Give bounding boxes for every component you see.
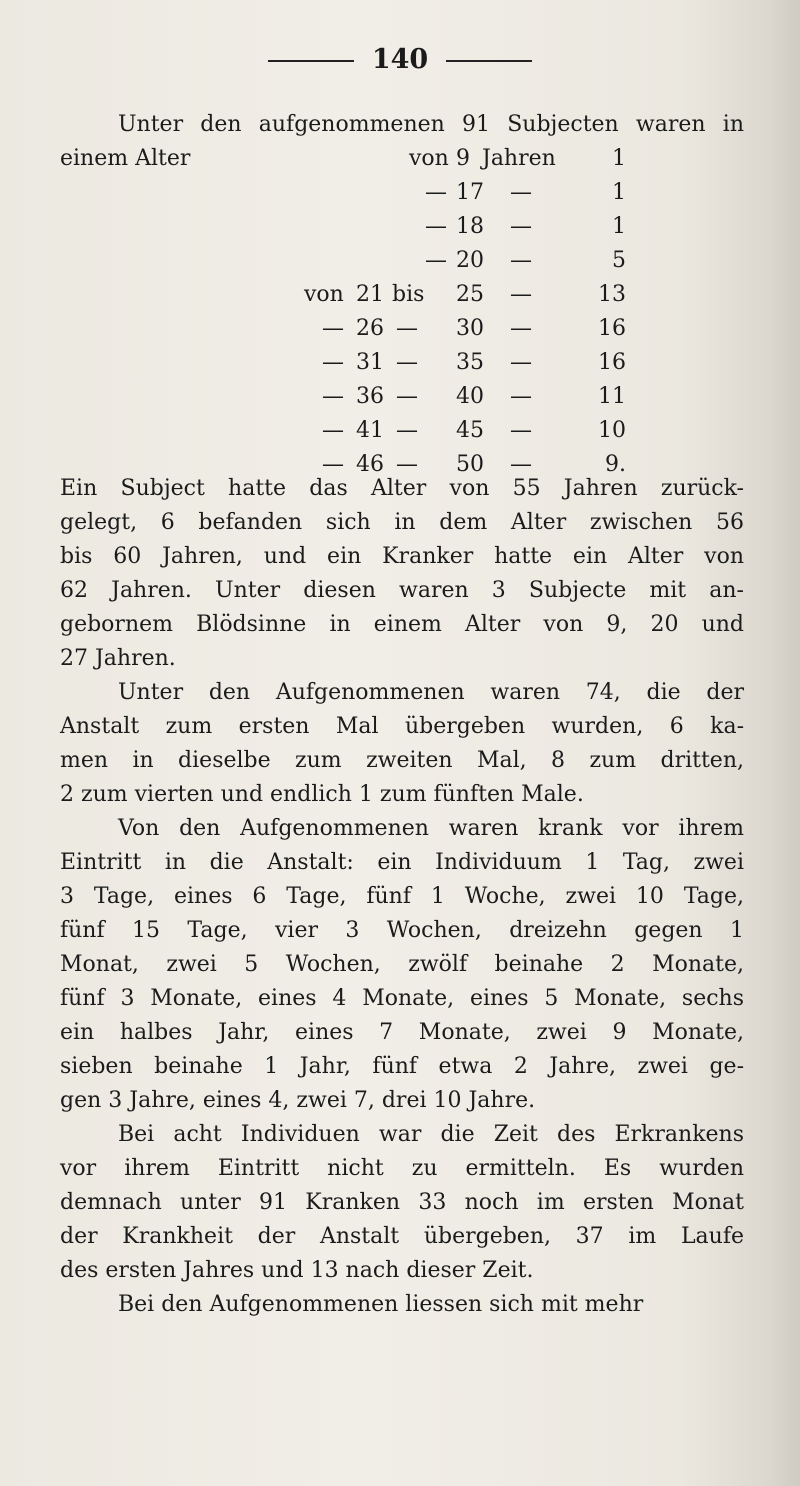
text-line: Bei den Aufgenommenen liessen sich mit mehr	[118, 1292, 644, 1317]
age-row-from: 31	[356, 350, 384, 375]
age-row-to: 30	[456, 316, 484, 341]
age-row-from: 26	[356, 316, 384, 341]
age-row-to: 40	[456, 384, 484, 409]
age-row-dash: —	[510, 418, 532, 443]
header-rule-right	[446, 60, 532, 62]
age-row-count: 16	[598, 316, 626, 341]
paragraph-3	[60, 812, 744, 1118]
page-header	[0, 44, 800, 75]
text-line: Unter den Aufgenommenen waren 74, die der	[118, 680, 744, 705]
age-row-from: 21	[356, 282, 384, 307]
age-row-dash: —	[322, 384, 344, 409]
text-line: Monat, zwei 5 Wochen, zwölf beinahe 2 Monate,	[60, 952, 744, 977]
age-row-sep: —	[396, 350, 418, 375]
intro-line-2: einem Alter	[60, 146, 191, 171]
age-row-to: 20	[456, 248, 484, 273]
age-row-sep: —	[396, 452, 418, 477]
age-row-count: 1	[612, 214, 626, 239]
age-row-dash: —	[510, 384, 532, 409]
age-row-from: 41	[356, 418, 384, 443]
age-row-count: 1	[612, 146, 626, 171]
text-line: vor ihrem Eintritt nicht zu ermitteln. Es wurden	[60, 1156, 744, 1181]
age-row-dash: —	[425, 214, 447, 239]
text-line: Anstalt zum ersten Mal übergeben wurden, 6 ka-	[60, 714, 744, 739]
age-row-count: 5	[612, 248, 626, 273]
age-row-dash: —	[510, 282, 532, 307]
age-row-count: 10	[598, 418, 626, 443]
age-row-sep: —	[396, 316, 418, 341]
age-row-sep: —	[396, 418, 418, 443]
age-row-to: 18	[456, 214, 484, 239]
age-row-from: 36	[356, 384, 384, 409]
text-line: fünf 15 Tage, vier 3 Wochen, dreizehn gegen 1	[60, 918, 744, 943]
body-text	[60, 472, 744, 1322]
age-row-dash: —	[322, 350, 344, 375]
text-line: 3 Tage, eines 6 Tage, fünf 1 Woche, zwei 10 Tage,	[60, 884, 744, 909]
header-rule-left	[268, 60, 354, 62]
text-line: des ersten Jahres und 13 nach dieser Zeit.	[60, 1258, 534, 1283]
text-line: 27 Jahren.	[60, 646, 176, 671]
age-row-dash: —	[510, 214, 532, 239]
age-row-from: 46	[356, 452, 384, 477]
age-row-unit: Jahren	[482, 146, 556, 171]
age-row-count: 11	[598, 384, 626, 409]
text-line: Von den Aufgenommenen waren krank vor ihrem	[118, 816, 744, 841]
age-row-dash: —	[322, 452, 344, 477]
text-line: 2 zum vierten und endlich 1 zum fünften Male.	[60, 782, 584, 807]
text-line: gen 3 Jahre, eines 4, zwei 7, drei 10 Jahre.	[60, 1088, 536, 1113]
text-line: 62 Jahren. Unter diesen waren 3 Subjecte mit an-	[60, 578, 744, 603]
age-row-dash: —	[510, 350, 532, 375]
age-row-prefix: von	[409, 146, 449, 171]
text-line: Eintritt in die Anstalt: ein Individuum 1 Tag, zwei	[60, 850, 744, 875]
text-line: der Krankheit der Anstalt übergeben, 37 im Laufe	[60, 1224, 744, 1249]
text-line: Ein Subject hatte das Alter von 55 Jahren zurück-	[60, 476, 744, 501]
intro-paragraph	[60, 108, 744, 176]
age-row-dash: —	[510, 180, 532, 205]
age-row-dash: —	[322, 316, 344, 341]
age-row-dash: —	[425, 248, 447, 273]
paragraph-4	[60, 1118, 744, 1288]
page-number: 140	[371, 44, 429, 75]
text-line: bis 60 Jahren, und ein Kranker hatte ein Alter von	[60, 544, 744, 569]
age-row-to: 9	[456, 146, 470, 171]
age-row-to: 50	[456, 452, 484, 477]
text-line: Bei acht Individuen war die Zeit des Erkrankens	[118, 1122, 744, 1147]
age-row-count: 9.	[605, 452, 626, 477]
age-row-count: 1	[612, 180, 626, 205]
age-row-dash: —	[322, 418, 344, 443]
age-row-dash: —	[510, 316, 532, 341]
age-row-sep: —	[396, 384, 418, 409]
text-line: fünf 3 Monate, eines 4 Monate, eines 5 Monate, sechs	[60, 986, 744, 1011]
intro-line-1: Unter den aufgenommenen 91 Subjecten waren in	[118, 112, 744, 137]
text-line: gebornem Blödsinne in einem Alter von 9, 20 und	[60, 612, 744, 637]
age-row-to: 45	[456, 418, 484, 443]
age-row-to: 17	[456, 180, 484, 205]
text-line: gelegt, 6 befanden sich in dem Alter zwischen 56	[60, 510, 744, 535]
paragraph-1	[60, 472, 744, 676]
age-row-count: 16	[598, 350, 626, 375]
age-row-count: 13	[598, 282, 626, 307]
age-row-dash: —	[510, 452, 532, 477]
text-line: demnach unter 91 Kranken 33 noch im ersten Monat	[60, 1190, 744, 1215]
paragraph-2	[60, 676, 744, 812]
age-row-sep: bis	[392, 282, 425, 307]
age-row-dash: —	[425, 180, 447, 205]
text-line: ein halbes Jahr, eines 7 Monate, zwei 9 Monate,	[60, 1020, 744, 1045]
age-row-prefix: von	[304, 282, 344, 307]
age-row-to: 25	[456, 282, 484, 307]
text-line: sieben beinahe 1 Jahr, fünf etwa 2 Jahre, zwei ge-	[60, 1054, 744, 1079]
age-row-to: 35	[456, 350, 484, 375]
paragraph-5	[60, 1288, 744, 1322]
text-line: men in dieselbe zum zweiten Mal, 8 zum dritten,	[60, 748, 744, 773]
age-row-dash: —	[510, 248, 532, 273]
